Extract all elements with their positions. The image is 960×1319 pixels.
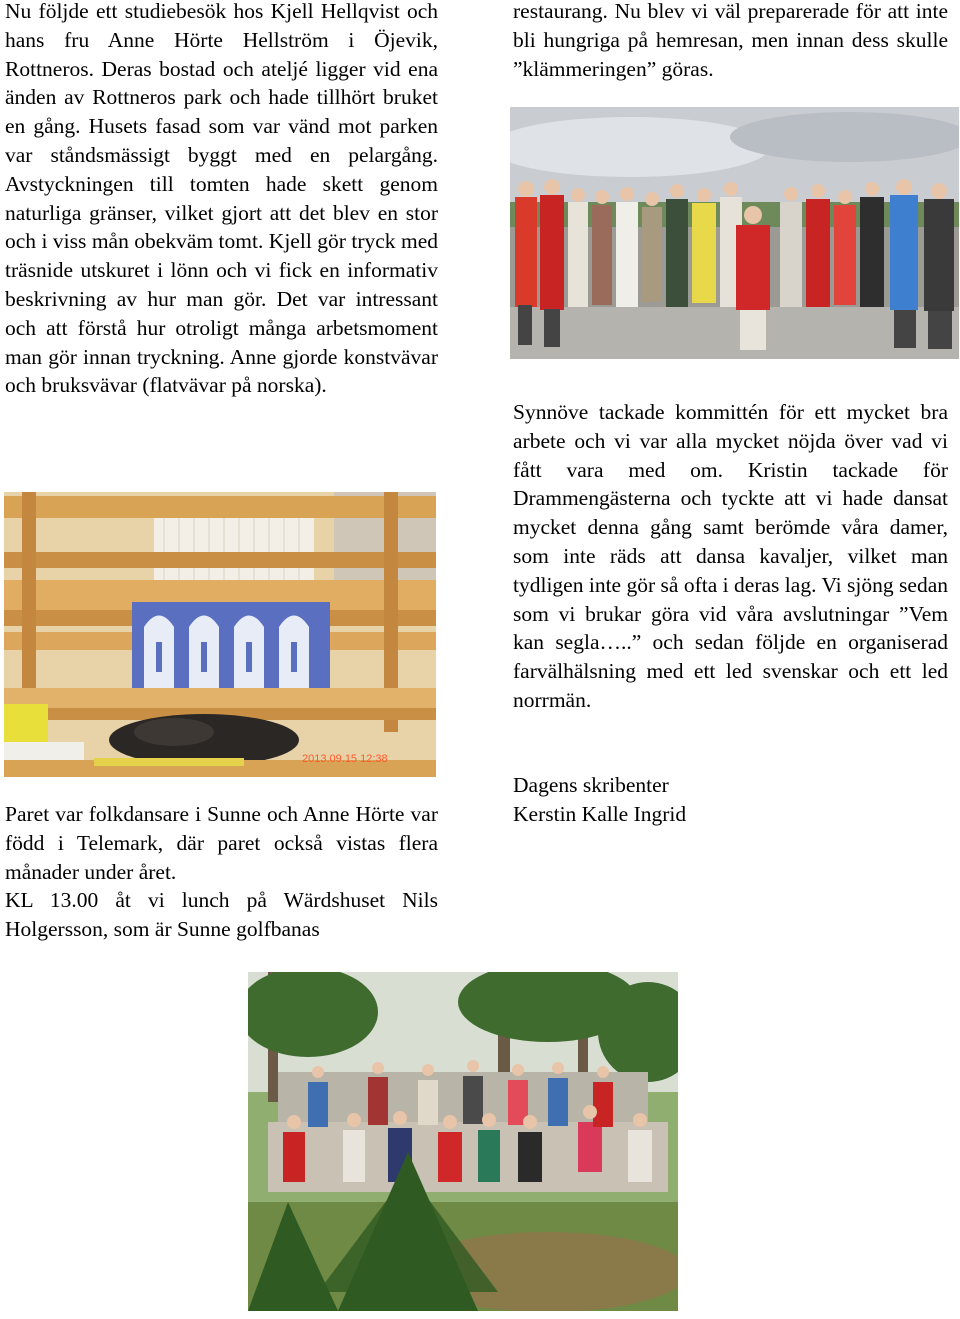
left-paragraph-lunch: KL 13.00 åt vi lunch på Wärdshuset Nils Holgersson, som är Sunne golfbanas [5,888,438,941]
loom-photo-timestamp: 2013.09.15 12:38 [302,753,388,765]
loom-weaving-photo [4,492,436,777]
right-paragraph-thanks: Synnöve tackade kommittén för ett mycket bra arbete och vi var alla mycket nöjda över vad vi fått vara med om. Kristin tackade för Drammengästerna och tyckte att vi hade dansat mycket denna gång samt berömde våra damer, som inte räds att dansa kavaljer, vilket man tydligen inte gör så ofta i deras lag. Vi sjöng sedan som vi brukar göra vid våra avslutningar ”Vem kan segla…..” och sedan följde en organiserad farvälhälsning med ett led svenskar och ett led norrmän. [513,400,948,712]
group-circle-photo [510,107,959,359]
group-forest-photo [248,972,678,1311]
left-paragraph-visit: Nu följde ett studiebesök hos Kjell Hellqvist och hans fru Anne Hörte Hellström i Öjevik, Rottneros. Deras bostad och ateljé ligger vid ena änden av Rottneros park och hade tillhört bruket en gång. Husets fasad som var vänd mot parken var ståndsmässigt byggt med en pelargång. Avstyckningen till tomten hade skett genom naturliga gränser, vilket gjort att det blev en stor och i viss mån obekväm tomt. Kjell gör tryck med träsnide utskuret i lönn och vi fick en informativ beskrivning av hur man gör. Det var intressant och att förstå hur otroligt många arbetsmoment man gör innan tryckning. Anne gjorde konstvävar och bruksvävar (flatvävar på norska). [5,0,438,398]
credits-names: Kerstin Kalle Ingrid [513,802,687,826]
credits-heading: Dagens skribenter [513,773,669,797]
right-paragraph-restaurant: restaurang. Nu blev vi väl preparerade för att inte bli hungriga på hemresan, men innan dess skulle ”klämmeringen” göras. [513,0,948,81]
left-paragraph-folkdancers: Paret var folkdansare i Sunne och Anne Hörte var född i Telemark, där paret också vistas flera månader under året. [5,802,438,884]
